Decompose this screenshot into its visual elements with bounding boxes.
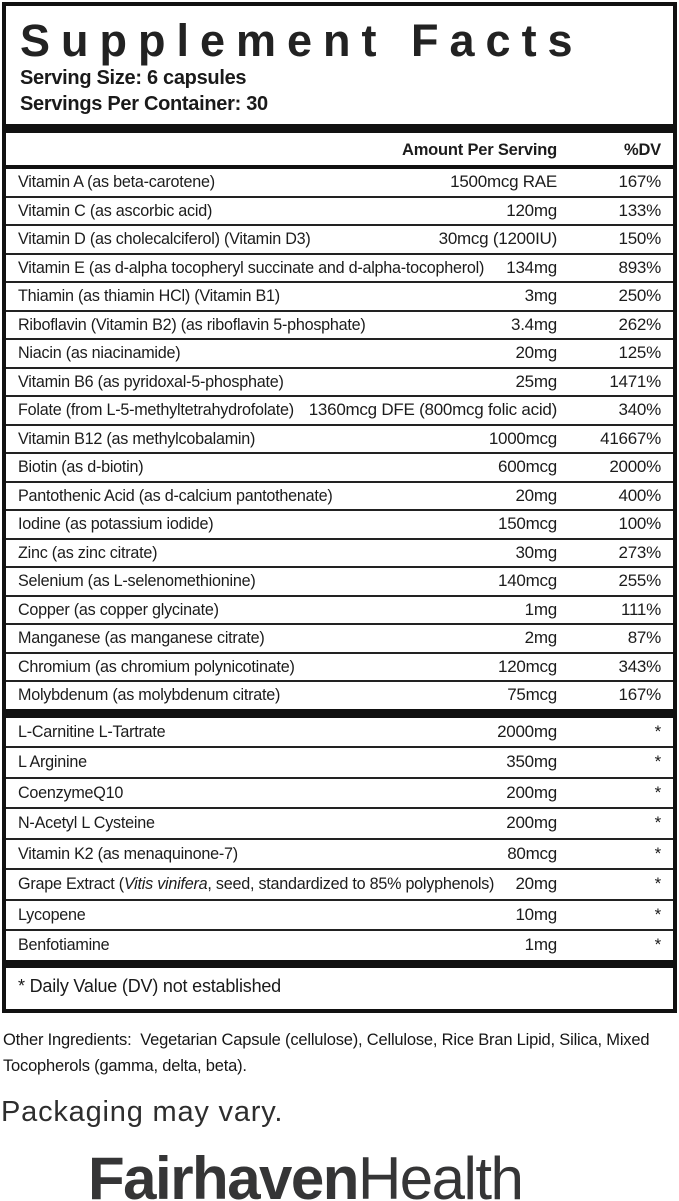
ingredient-name-latin: Vitis vinifera	[123, 874, 208, 894]
dv-value: *	[654, 721, 661, 741]
dv-value: *	[654, 813, 661, 833]
ingredient-name-text: Vitamin C (as ascorbic acid)	[18, 200, 213, 220]
dv-value: 255%	[618, 571, 661, 591]
ingredient-name-text: Pantothenic Acid (as d-calcium pantothenate)	[18, 485, 333, 505]
ingredient-row	[6, 340, 673, 369]
ingredient-name	[18, 372, 515, 392]
amount-value: 80mcg	[507, 843, 557, 863]
servings-per-container: Servings Per Container: 30	[20, 93, 268, 115]
amount-column-header: Amount Per Serving	[401, 140, 557, 159]
ingredient-row	[6, 312, 673, 341]
dv-value: 340%	[618, 400, 661, 420]
ingredient-name	[18, 543, 515, 563]
amount-value: 20mg	[515, 874, 557, 894]
ingredient-name	[18, 844, 507, 864]
brand-logo-light: Health	[357, 1145, 523, 1201]
dv-value: *	[654, 752, 661, 772]
brand-logo-bold: Fairhaven	[88, 1145, 358, 1201]
ingredient-row	[6, 779, 673, 810]
other-ingredients-line2: Tocopherols (gamma, delta, beta).	[3, 1056, 247, 1075]
ingredient-name-text: Biotin (as d-biotin)	[18, 457, 144, 477]
dv-value: 1471%	[609, 371, 661, 391]
divider-thick-top	[6, 124, 673, 133]
amount-value: 120mg	[506, 200, 557, 220]
ingredient-row	[6, 682, 673, 709]
dv-value: *	[654, 843, 661, 863]
column-header-row	[6, 133, 673, 165]
dv-value: 250%	[618, 286, 661, 306]
ingredient-row	[6, 198, 673, 227]
ingredient-name-text: L Arginine	[18, 752, 87, 772]
divider-thick-bottom	[6, 960, 673, 968]
ingredient-name	[18, 752, 506, 772]
ingredient-name-text: Niacin (as niacinamide)	[18, 343, 181, 363]
ingredient-name	[18, 229, 439, 249]
amount-value: 600mcg	[498, 457, 557, 477]
amount-value: 30mg	[515, 542, 557, 562]
dv-value: 167%	[618, 172, 661, 192]
ingredient-name	[18, 628, 525, 648]
ingredient-row	[6, 718, 673, 749]
ingredient-name-text: L-Carnitine L-Tartrate	[18, 721, 166, 741]
packaging-note: Packaging may vary.	[1, 1096, 284, 1129]
amount-value: 200mg	[506, 813, 557, 833]
ingredient-name-text: Iodine (as potassium iodide)	[18, 514, 214, 534]
ingredient-row	[6, 397, 673, 426]
amount-value: 20mg	[515, 343, 557, 363]
ingredient-name	[18, 486, 515, 506]
ingredient-row	[6, 840, 673, 871]
ingredient-name	[18, 722, 497, 742]
ingredient-name	[18, 400, 309, 420]
ingredient-row	[6, 931, 673, 960]
ingredient-row	[6, 511, 673, 540]
ingredient-name	[18, 201, 506, 221]
ingredient-name	[18, 514, 498, 534]
dv-value: 125%	[618, 343, 661, 363]
ingredient-name-text: Lycopene	[18, 904, 86, 924]
brand-logo	[88, 1146, 679, 1201]
ingredient-name	[18, 172, 450, 192]
ingredient-name	[18, 600, 525, 620]
amount-value: 140mcg	[498, 571, 557, 591]
ingredient-name-text: Manganese (as manganese citrate)	[18, 628, 265, 648]
ingredient-name-text: Vitamin B12 (as methylcobalamin)	[18, 428, 256, 448]
amount-value: 120mcg	[498, 656, 557, 676]
dv-value: *	[654, 904, 661, 924]
dv-value: 2000%	[609, 457, 661, 477]
ingredient-name	[18, 429, 489, 449]
other-ingredients-line1: Other Ingredients: Vegetarian Capsule (cellulose), Cellulose, Rice Bran Lipid, Silica, Mixed	[3, 1030, 650, 1049]
ingredient-name	[18, 258, 506, 278]
amount-value: 3.4mg	[511, 314, 557, 334]
ingredient-row	[6, 748, 673, 779]
amount-value: 1mg	[524, 935, 557, 955]
dv-column-header: %DV	[624, 140, 661, 159]
ingredient-row	[6, 597, 673, 626]
divider-thick-middle	[6, 709, 673, 718]
dv-value: 167%	[618, 685, 661, 705]
amount-value: 134mg	[506, 257, 557, 277]
dv-value: 150%	[618, 229, 661, 249]
ingredient-name	[18, 874, 515, 894]
dv-value: *	[654, 874, 661, 894]
serving-size: Serving Size: 6 capsules	[20, 67, 247, 89]
amount-value: 1mg	[524, 599, 557, 619]
ingredient-name-text: Vitamin E (as d-alpha tocopheryl succinate and d-alpha-tocopherol)	[18, 257, 485, 277]
amount-value: 10mg	[515, 904, 557, 924]
dv-value: 343%	[618, 656, 661, 676]
amount-value: 30mcg (1200IU)	[438, 229, 557, 249]
ingredient-name-text: Folate (from L-5-methyltetrahydrofolate)	[18, 400, 294, 420]
ingredient-row	[6, 426, 673, 455]
ingredient-row	[6, 483, 673, 512]
ingredient-name	[18, 935, 525, 955]
dv-value: 87%	[627, 628, 661, 648]
amount-value: 3mg	[524, 286, 557, 306]
dv-value: 41667%	[600, 428, 661, 448]
ingredient-row	[6, 568, 673, 597]
ingredient-name-text: Chromium (as chromium polynicotinate)	[18, 656, 295, 676]
amount-value: 2000mg	[497, 721, 557, 741]
ingredient-row	[6, 226, 673, 255]
ingredient-row	[6, 283, 673, 312]
ingredient-name	[18, 905, 515, 925]
ingredient-row	[6, 654, 673, 683]
dv-value: 100%	[618, 514, 661, 534]
ingredient-name	[18, 457, 498, 477]
other-ingredients	[2, 1027, 677, 1080]
amount-value: 200mg	[506, 782, 557, 802]
ingredient-name	[18, 783, 506, 803]
ingredient-row	[6, 169, 673, 198]
dv-value: 262%	[618, 314, 661, 334]
ingredient-row	[6, 540, 673, 569]
dv-value: *	[654, 935, 661, 955]
ingredient-name-text: Benfotiamine	[18, 935, 110, 955]
dv-value: *	[654, 782, 661, 802]
ingredient-name	[18, 343, 515, 363]
dv-value: 893%	[618, 257, 661, 277]
ingredient-row	[6, 809, 673, 840]
secondary-nutrient-rows	[6, 718, 673, 960]
ingredient-row	[6, 369, 673, 398]
amount-value: 1360mcg DFE (800mcg folic acid)	[308, 400, 557, 420]
ingredient-name	[18, 571, 498, 591]
main-nutrient-rows	[6, 169, 673, 709]
ingredient-row	[6, 870, 673, 901]
ingredient-name-text: CoenzymeQ10	[18, 782, 124, 802]
amount-value: 75mcg	[507, 685, 557, 705]
ingredient-name	[18, 685, 507, 705]
ingredient-name-text: Copper (as copper glycinate)	[18, 599, 219, 619]
dv-value: 133%	[618, 200, 661, 220]
ingredient-name-text	[18, 874, 494, 894]
ingredient-name	[18, 286, 525, 306]
amount-value: 1500mcg RAE	[450, 172, 557, 192]
ingredient-name-text: Thiamin (as thiamin HCl) (Vitamin B1)	[18, 286, 280, 306]
amount-value: 20mg	[515, 485, 557, 505]
dv-value: 400%	[618, 485, 661, 505]
ingredient-name-text: Vitamin B6 (as pyridoxal-5-phosphate)	[18, 371, 284, 391]
ingredient-name	[18, 657, 498, 677]
supplement-facts-panel	[2, 2, 677, 1013]
ingredient-name-text: Riboflavin (Vitamin B2) (as riboflavin 5-phosphate)	[18, 314, 366, 334]
ingredient-row	[6, 454, 673, 483]
amount-value: 350mg	[506, 752, 557, 772]
dv-value: 273%	[618, 542, 661, 562]
ingredient-row	[6, 255, 673, 284]
ingredient-name	[18, 315, 511, 335]
ingredient-name-text: Zinc (as zinc citrate)	[18, 542, 158, 562]
amount-value: 150mcg	[498, 514, 557, 534]
ingredient-name-text: Molybdenum (as molybdenum citrate)	[18, 685, 281, 705]
ingredient-name-suffix: , seed, standardized to 85% polyphenols)	[207, 874, 495, 894]
amount-value: 2mg	[524, 628, 557, 648]
ingredient-name-text: Vitamin K2 (as menaquinone-7)	[18, 843, 238, 863]
ingredient-name-text: Vitamin A (as beta-carotene)	[18, 172, 215, 192]
dv-value: 111%	[621, 599, 661, 619]
panel-title: Supplement Facts	[20, 15, 584, 66]
ingredient-row	[6, 901, 673, 932]
amount-value: 1000mcg	[488, 428, 557, 448]
ingredient-name-text: N-Acetyl L Cysteine	[18, 813, 155, 833]
amount-value: 25mg	[515, 371, 557, 391]
ingredient-name	[18, 813, 506, 833]
ingredient-name-text: Vitamin D (as cholecalciferol) (Vitamin D3)	[18, 229, 311, 249]
ingredient-name-prefix: Grape Extract (	[18, 874, 124, 894]
ingredient-row	[6, 625, 673, 654]
ingredient-name-text: Selenium (as L-selenomethionine)	[18, 571, 256, 591]
dv-footnote: * Daily Value (DV) not established	[18, 975, 281, 996]
